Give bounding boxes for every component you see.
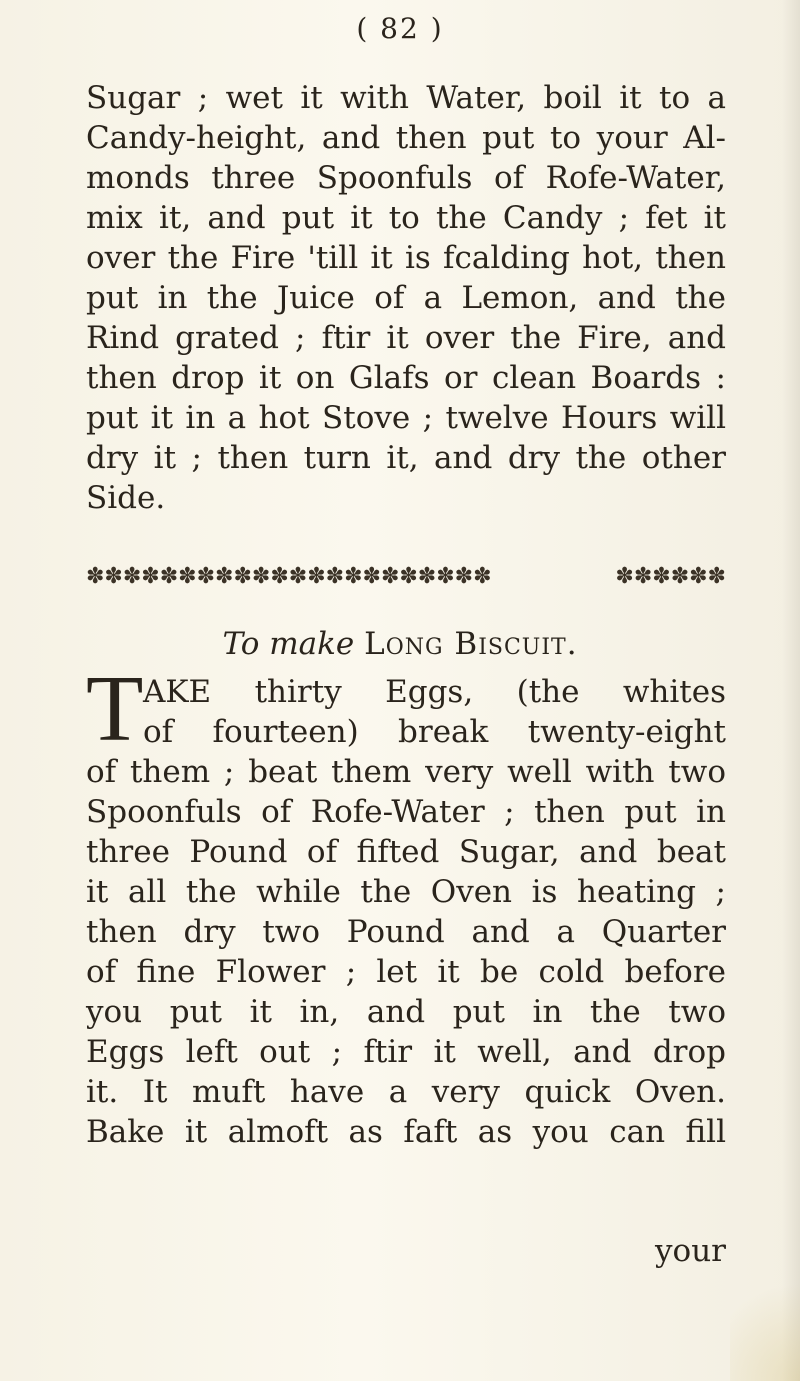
ornament-divider: ✽✽✽✽✽✽✽✽✽✽✽✽✽✽✽✽✽✽✽✽✽✽ ✽✽✽✽✽✽ [86, 564, 726, 589]
text-line: Candy-height, and then put to your Al- [86, 120, 726, 156]
text-line: of them ; beat them very well with two [86, 754, 726, 790]
text-line: Eggs left out ; ftir it well, and drop [86, 1034, 726, 1070]
page-edge-shadow [782, 0, 800, 1381]
text-line: three Pound of fifted Sugar, and beat [86, 834, 726, 870]
text-line: over the Fire 'till it is fcalding hot, then [86, 240, 726, 276]
text-line: Spoonfuls of Rofe-Water ; then put in [86, 794, 726, 830]
drop-cap: T [86, 657, 144, 761]
text-line: it all the while the Oven is heating ; [86, 874, 726, 910]
paper-stain [730, 1261, 800, 1381]
heading-prefix: To make [222, 626, 355, 662]
heading-title: Long Biscuit. [364, 626, 578, 662]
text-line: put it in a hot Stove ; twelve Hours will [86, 400, 726, 436]
text-line: Sugar ; wet it with Water, boil it to a [86, 80, 726, 116]
text-line: monds three Spoonfuls of Rofe-Water, [86, 160, 726, 196]
text-line: of fourteen) break twenty-eight [143, 714, 726, 750]
text-line: Bake it almoft as faft as you can fill [86, 1114, 726, 1150]
paragraph-two [86, 672, 726, 1232]
catchword: your [655, 1233, 726, 1269]
text-line: dry it ; then turn it, and dry the other [86, 440, 726, 476]
text-line: then drop it on Glafs or clean Boards : [86, 360, 726, 396]
paragraph-one [86, 78, 726, 518]
text-line: AKE thirty Eggs, (the whites [143, 674, 726, 710]
text-line: it. It muft have a very quick Oven. [86, 1074, 726, 1110]
text-line: then dry two Pound and a Quarter [86, 914, 726, 950]
page-number: ( 82 ) [356, 12, 444, 45]
text-line: Rind grated ; ftir it over the Fire, and [86, 320, 726, 356]
text-line: you put it in, and put in the two [86, 994, 726, 1030]
text-line: of fine Flower ; let it be cold before [86, 954, 726, 990]
text-line: put in the Juice of a Lemon, and the [86, 280, 726, 316]
text-line: Side. [86, 480, 166, 516]
text-line: mix it, and put it to the Candy ; fet it [86, 200, 726, 236]
